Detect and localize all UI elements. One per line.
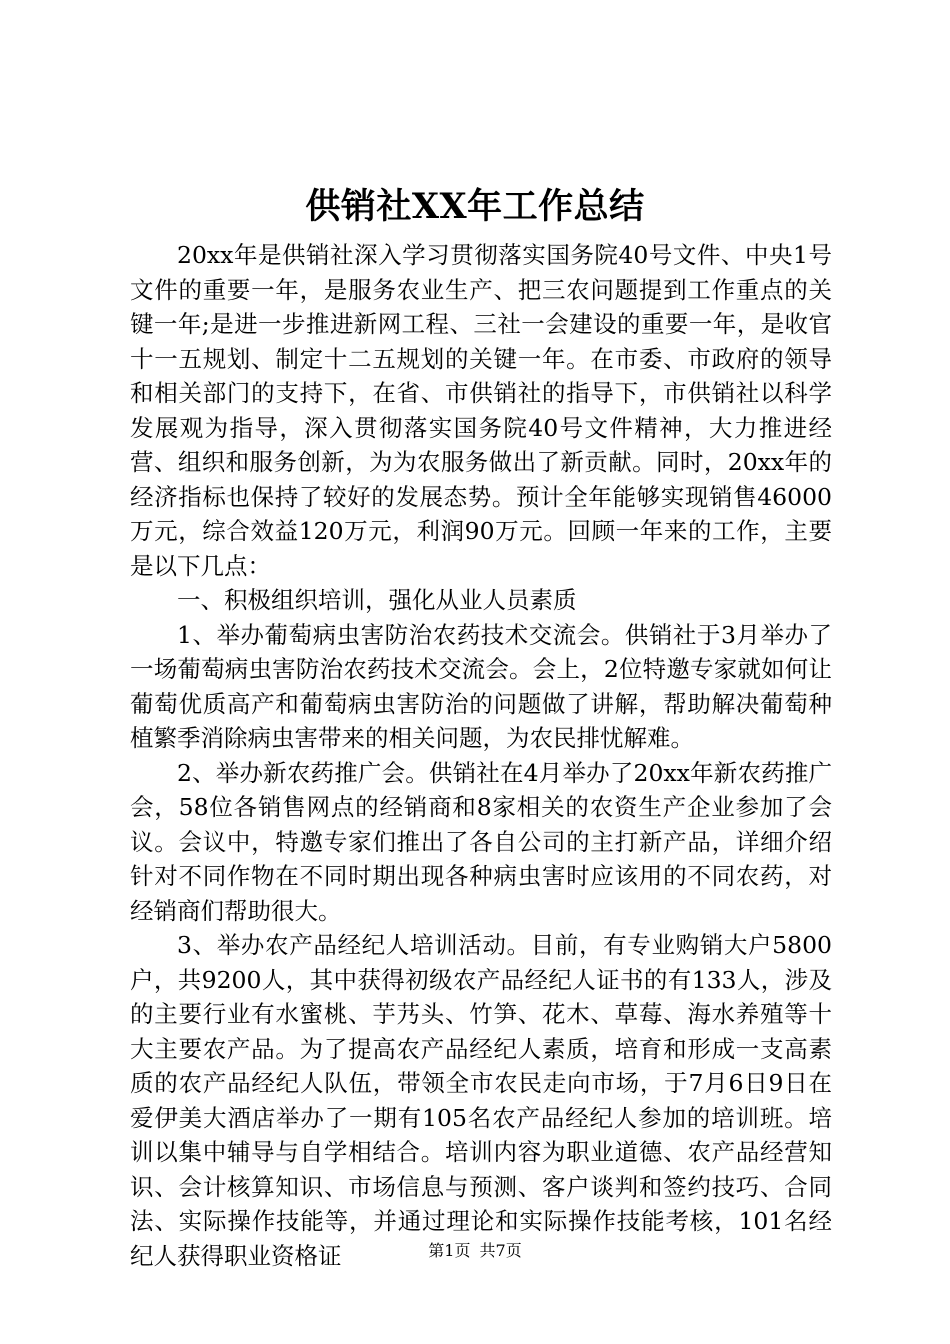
- page-footer: [0, 1240, 950, 1262]
- page-total: 共7页: [479, 1241, 522, 1260]
- document-title: 供销社XX年工作总结: [305, 186, 645, 227]
- paragraph-item-2: 2、举办新农药推广会。供销社在4月举办了20xx年新农药推广会，58位各销售网点的经销商和8家相关的农资生产企业参加了会议。会议中，特邀专家们推出了各自公司的主打新产品，详细介绍针对不同作物在不同时期出现各种病虫害时应该用的不同农药，对经销商们帮助很大。: [130, 758, 832, 925]
- page-number: 第1页: [428, 1241, 471, 1260]
- paragraph-intro: 20xx年是供销社深入学习贯彻落实国务院40号文件、中央1号文件的重要一年，是服务农业生产、把三农问题提到工作重点的关键一年;是进一步推进新网工程、三社一会建设的重要一年，是收官十一五规划、制定十二五规划的关键一年。在市委、市政府的领导和相关部门的支持下，在省、市供销社的指导下，市供销社以科学发展观为指导，深入贯彻落实国务院40号文件精神，大力推进经营、组织和服务创新，为为农服务做出了新贡献。同时，20xx年的经济指标也保持了较好的发展态势。预计全年能够实现销售46000万元，综合效益120万元，利润90万元。回顾一年来的工作，主要是以下几点：: [130, 241, 832, 580]
- paragraph-item-1: 1、举办葡萄病虫害防治农药技术交流会。供销社于3月举办了一场葡萄病虫害防治农药技术交流会。会上，2位特邀专家就如何让葡萄优质高产和葡萄病虫害防治的问题做了讲解，帮助解决葡萄种植繁季消除病虫害带来的相关问题，为农民排忧解难。: [130, 620, 832, 752]
- paragraph-item-3: 3、举办农产品经纪人培训活动。目前，有专业购销大户5800户，共9200人，其中获得初级农产品经纪人证书的有133人，涉及的主要行业有水蜜桃、芋艿头、竹笋、花木、草莓、海水养殖等十大主要农产品。为了提高农产品经纪人素质，培育和形成一支高素质的农产品经纪人队伍，带领全市农民走向市场，于7月6日9日在爱伊美大酒店举办了一期有105名农产品经纪人参加的培训班。培训以集中辅导与自学相结合。培训内容为职业道德、农产品经营知识、会计核算知识、市场信息与预测、客户谈判和签约技巧、合同法、实际操作技能等，并通过理论和实际操作技能考核，101名经纪人获得职业资格证: [130, 931, 832, 1270]
- document-body: [130, 238, 832, 1273]
- section-heading: 一、积极组织培训，强化从业人员素质: [177, 586, 577, 614]
